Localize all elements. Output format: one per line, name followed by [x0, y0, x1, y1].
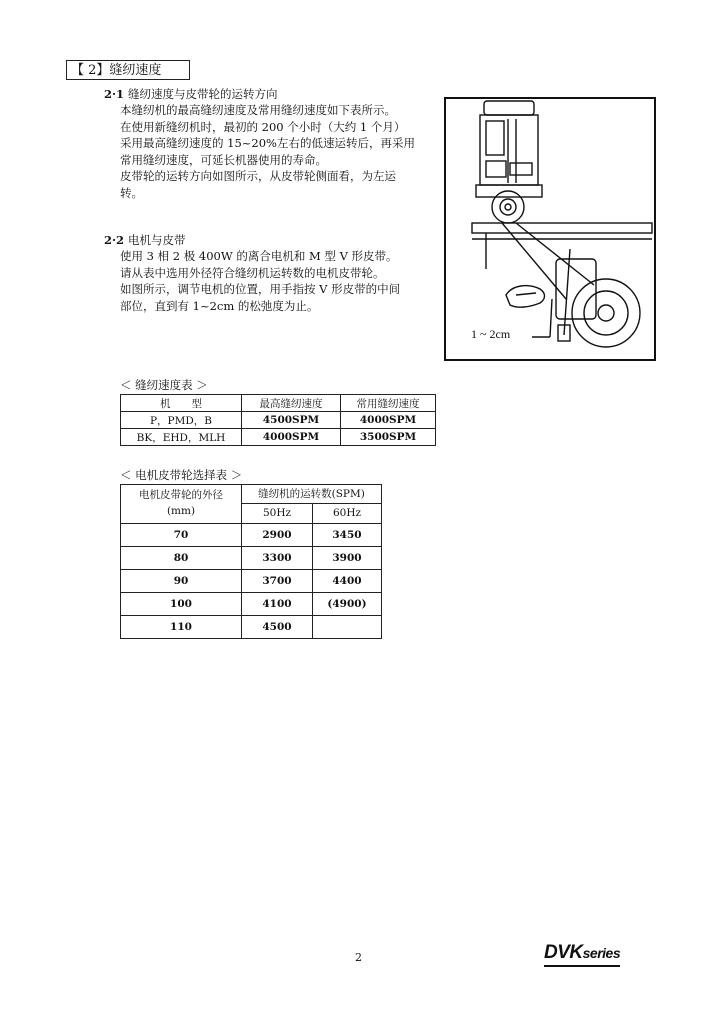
body-line: 皮带轮的运转方向如图所示，从皮带轮侧面看，为左运 — [120, 169, 396, 183]
table-cell: 4000SPM — [242, 429, 341, 446]
motor-pulley-table — [120, 484, 382, 639]
table-cell: 3500SPM — [341, 429, 436, 446]
hz60-header: 60Hz — [313, 503, 382, 523]
table-cell: 3900 — [313, 547, 382, 570]
machine-belt-figure — [444, 97, 656, 361]
table-cell: P，PMD，B — [121, 412, 242, 429]
table-cell: 70 — [121, 524, 242, 547]
table-cell: 4500SPM — [242, 412, 341, 429]
body-line: 采用最高缝纫速度的 15~20%左右的低速运转后，再采用 — [120, 136, 415, 150]
table-header-cell: 机 型 — [121, 395, 242, 412]
subsection-2-1-title: 缝纫速度与皮带轮的运转方向 — [128, 87, 278, 101]
table-header-row — [121, 395, 436, 412]
table-cell: 4400 — [313, 570, 382, 593]
table-cell: 80 — [121, 547, 242, 570]
subsection-2-1-heading — [104, 86, 278, 102]
table-header-row — [121, 485, 382, 504]
hz50-header: 50Hz — [242, 503, 313, 523]
body-line: 常用缝纫速度，可延长机器使用的寿命。 — [120, 152, 327, 167]
brand-suffix: series — [582, 945, 621, 961]
table-header-cell: 常用缝纫速度 — [341, 395, 436, 412]
table-cell: 110 — [121, 616, 242, 639]
sewing-speed-table — [120, 394, 436, 446]
table-cell: BK，EHD，MLH — [121, 429, 242, 446]
table-cell: 3450 — [313, 524, 382, 547]
table-cell: 3700 — [242, 570, 313, 593]
table-row — [121, 429, 436, 446]
body-line: 如图所示，调节电机的位置，用手指按 V 形皮带的中间 — [120, 282, 401, 296]
table-cell: 90 — [121, 570, 242, 593]
table-cell: 4000SPM — [341, 412, 436, 429]
table-cell — [313, 616, 382, 639]
table-header-cell: 最高缝纫速度 — [242, 395, 341, 412]
table-cell: 100 — [121, 593, 242, 616]
spm-group-header: 缝纫机的运转数(SPM) — [242, 485, 382, 504]
table-cell: 2900 — [242, 524, 313, 547]
table-cell: 4100 — [242, 593, 313, 616]
body-line: 部位，直到有 1~2cm 的松弛度为止。 — [120, 298, 319, 313]
table-cell: (4900) — [313, 593, 382, 616]
section-title: 【 2】缝纫速度 — [66, 60, 190, 80]
subsection-2-2-title: 电机与皮带 — [128, 233, 186, 247]
table-row — [121, 524, 382, 547]
speed-table-caption: ＜ 缝纫速度表 ＞ — [120, 378, 208, 392]
body-line: 在使用新缝纫机时，最初的 200 个小时（大约 1 个月） — [120, 119, 406, 134]
machine-belt-illustration — [446, 99, 654, 359]
subsection-2-2-heading — [104, 232, 186, 248]
table-row — [121, 412, 436, 429]
subsection-2-2-number: 2·2 — [104, 233, 125, 247]
table-cell: 3300 — [242, 547, 313, 570]
brand-logo — [544, 942, 620, 967]
body-line: 本缝纫机的最高缝纫速度及常用缝纫速度如下表所示。 — [120, 103, 396, 117]
table-row — [121, 547, 382, 570]
page-number: 2 — [355, 951, 362, 964]
table-cell: 4500 — [242, 616, 313, 639]
header-line: (mm) — [166, 505, 196, 517]
subsection-2-1-number: 2·1 — [104, 87, 125, 101]
brand-main: DVK — [544, 942, 583, 963]
belt-slack-label: 1 ~ 2cm — [471, 327, 511, 341]
body-line: 请从表中选用外径符合缝纫机运转数的电机皮带轮。 — [120, 265, 385, 280]
subsection-2-1-body — [120, 102, 415, 201]
pulley-diameter-header — [121, 485, 242, 524]
body-line: 转。 — [120, 185, 143, 200]
body-line: 使用 3 相 2 极 400W 的离合电机和 M 型 V 形皮带。 — [120, 249, 398, 263]
header-line: 电机皮带轮的外径 — [139, 489, 223, 501]
table-row — [121, 593, 382, 616]
pulley-table-caption: ＜ 电机皮带轮选择表 ＞ — [120, 468, 243, 482]
table-row — [121, 570, 382, 593]
subsection-2-2-body — [120, 248, 400, 314]
table-row — [121, 616, 382, 639]
